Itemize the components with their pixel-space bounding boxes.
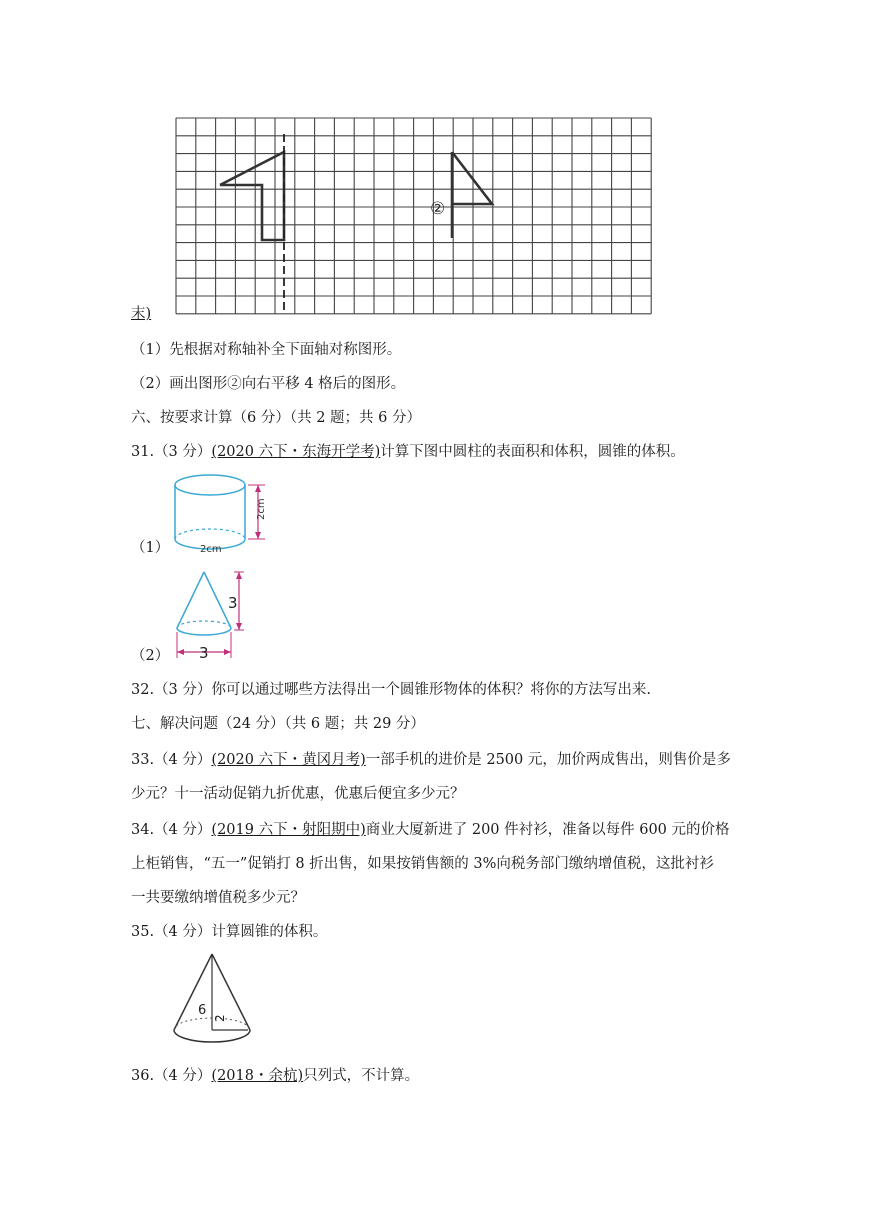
q35-radius-label: 2 [213,1014,227,1022]
cylinder-diameter-label: 2cm [200,544,222,555]
cylinder-height-label: 2cm [256,498,267,520]
shape-2-triangle [452,152,492,204]
q36-num: 36.（4 分） [131,1068,212,1084]
section-6-title: 六、按要求计算（6 分）（共 2 题；共 6 分） [131,410,421,426]
q33-text1: 一部手机的进价是 2500 元，加价两成售出，则售价是多 [365,752,731,768]
left-half-shape [220,152,284,240]
grid-figure [168,112,660,324]
cone-height-label: 3 [228,594,238,612]
cone-figure-2 [168,950,260,1052]
q34-text1: 商业大厦新进了 200 件衬衫，准备以每件 600 元的价格 [365,822,730,838]
grid-lines [176,118,651,314]
q31-part1-label: （1） [131,540,170,556]
q30-sub2: （2）画出图形②向右平移 4 格后的图形。 [131,376,406,392]
q31-source: (2020 六下・东海开学考) [211,444,381,460]
q31-part2-label: （2） [131,648,170,664]
q34-line2: 上柜销售，“五一”促销打 8 折出售，如果按销售额的 3%向税务部门缴纳增值税，这批衬衫 [131,856,714,872]
cylinder-figure [168,470,278,556]
q30-sub1: （1）先根据对称轴补全下面轴对称图形。 [131,342,402,358]
q36-source: (2018・余杭) [211,1068,304,1084]
q34-line3: 一共要缴纳增值税多少元？ [131,890,305,906]
q36-line [131,1066,419,1086]
q34-num: 34.（4 分） [131,822,212,838]
q31-text: 计算下图中圆柱的表面积和体积，圆锥的体积。 [380,444,685,460]
q33-source: (2020 六下・黄冈月考) [211,752,366,768]
q33-num: 33.（4 分） [131,752,212,768]
cone-figure-1 [172,566,248,662]
shape-2-label: ② [430,199,446,219]
cone-base-label: 3 [199,644,209,662]
q34-source: (2019 六下・射阳期中) [211,822,366,838]
q33-line1 [131,750,731,770]
q36-text: 只列式，不计算。 [303,1068,420,1084]
q32-line: 32.（3 分）你可以通过哪些方法得出一个圆锥形物体的体积？将你的方法写出来. [131,682,652,698]
q34-line1 [131,820,730,840]
section-7-title: 七、解决问题（24 分）（共 6 题；共 29 分） [131,716,425,732]
q31-line [131,442,685,462]
q35-line: 35.（4 分）计算圆锥的体积。 [131,924,328,940]
q33-line2: 少元？十一活动促销九折优惠，优惠后便宜多少元？ [131,786,465,802]
top-fragment: 末) [131,306,152,322]
q31-num: 31.（3 分） [131,444,212,460]
q35-height-label: 6 [198,1003,207,1018]
